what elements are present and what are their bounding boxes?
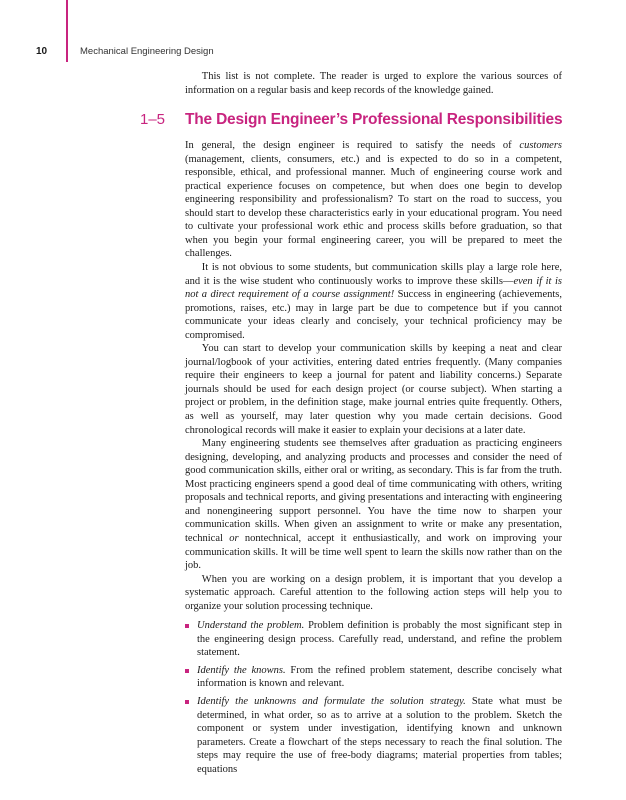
- bullet-square-icon: [185, 669, 189, 673]
- paragraph-4-emphasis: or: [229, 532, 239, 544]
- list-item-text: State what must be determined, in what order, so as to arrive at a solution to the problem. Sketch the component or system under investigation, identifying known and unknown parameters. Create a flowchart of the steps necessary to reach the final solution. The steps may require the use of free-body diagrams; material properties from tables; equations: [197, 695, 562, 775]
- book-title: Mechanical Engineering Design: [80, 46, 214, 57]
- intro-paragraph: This list is not complete. The reader is urged to explore the various sources of information on a regular basis and keep records of the knowledge gained.: [185, 71, 562, 96]
- paragraph-2-text-a: It is not obvious to some students, but communication skills play a large role here, and it is the wise student who continuously works to improve these skills—: [185, 262, 562, 287]
- paragraph-1-text-c: (management, clients, consumers, etc.) and is expected to do so in a competent, responsible, ethical, and professional manner. Much of engineering course work and practical experience focuses on competence, but when does one begin to develop engineering responsibility and professionalism? To start on the road to success, you should start to develop these characteristics early in your educational program. You need to cultivate your professional work ethic and process skills before graduation, so that when you begin your formal engineering career, you will be prepared to meet the challenges.: [185, 153, 562, 260]
- list-item: [185, 664, 562, 691]
- paragraph-2: [185, 261, 562, 342]
- section-heading: [140, 111, 563, 133]
- paragraph-4-text-c: nontechnical, accept it enthusiastically, and work on improving your communication skills. It will be time well spent to learn the skills now rather than on the job.: [185, 532, 562, 572]
- paragraph-2-emphasis: even if it is not a direct requirement of a course assignment!: [185, 275, 562, 301]
- action-steps-list: [185, 619, 562, 776]
- page-body: [140, 70, 563, 780]
- list-item: [185, 619, 562, 660]
- paragraph-4-text-a: Many engineering students see themselves after graduation as practicing engineers designing, developing, and analyzing products and processes and consider the need of good communication skills, either oral or writing, as secondary. This is far from the truth. Most practicing engineers spend a good deal of time communicating with others, writing proposals and technical reports, and giving presentations and interacting with engineering and nonengineering support personnel. You have the time now to sharpen your communication skills. When given an assignment to write or make any presentation, technical: [185, 438, 563, 544]
- list-item-text: Problem definition is probably the most significant step in the engineering design process. Carefully read, understand, and refine the problem statement.: [197, 620, 562, 659]
- section-title: The Design Engineer’s Professional Responsibilities: [185, 111, 563, 129]
- list-item-lead: Understand the problem.: [197, 620, 305, 632]
- paragraph-2-text-c: Success in engineering (achievements, promotions, raises, etc.) may in large part be due to competence but if you cannot communicate your ideas clearly and concisely, your technical proficiency may be compromised.: [185, 289, 562, 341]
- paragraph-1: [185, 139, 562, 261]
- paragraph-1-emphasis: customers: [519, 140, 562, 152]
- running-header: [0, 44, 626, 60]
- list-item-text: From the refined problem statement, describe concisely what information is known and relevant.: [197, 664, 562, 690]
- page-number: 10: [36, 46, 48, 57]
- list-item-lead: Identify the unknowns and formulate the solution strategy.: [197, 695, 466, 707]
- paragraph-1-text-a: In general, the design engineer is required to satisfy the needs of: [185, 140, 520, 152]
- paragraph-4: [185, 437, 562, 572]
- list-item-lead: Identify the knowns.: [197, 664, 286, 676]
- bullet-square-icon: [185, 700, 189, 704]
- section-number: 1–5: [140, 111, 166, 129]
- list-item: [185, 695, 562, 776]
- paragraph-3: You can start to develop your communication skills by keeping a neat and clear journal/logbook of your activities, entering dated entries frequently. (Many companies require their engineers to keep a journal for patent and liability concerns.) Separate journals should be used for each design project (or course subject). When starting a project or problem, in the definition stage, make journal entries quite frequently. Others, as well as yourself, may later question why you made certain decisions. Good chronological records will make it easier to explain your decisions at a later date.: [185, 343, 562, 436]
- bullet-square-icon: [185, 624, 189, 628]
- paragraph-5: When you are working on a design problem, it is important that you develop a systematic approach. Careful attention to the following action steps will help you to organize your solution processing technique.: [185, 573, 562, 612]
